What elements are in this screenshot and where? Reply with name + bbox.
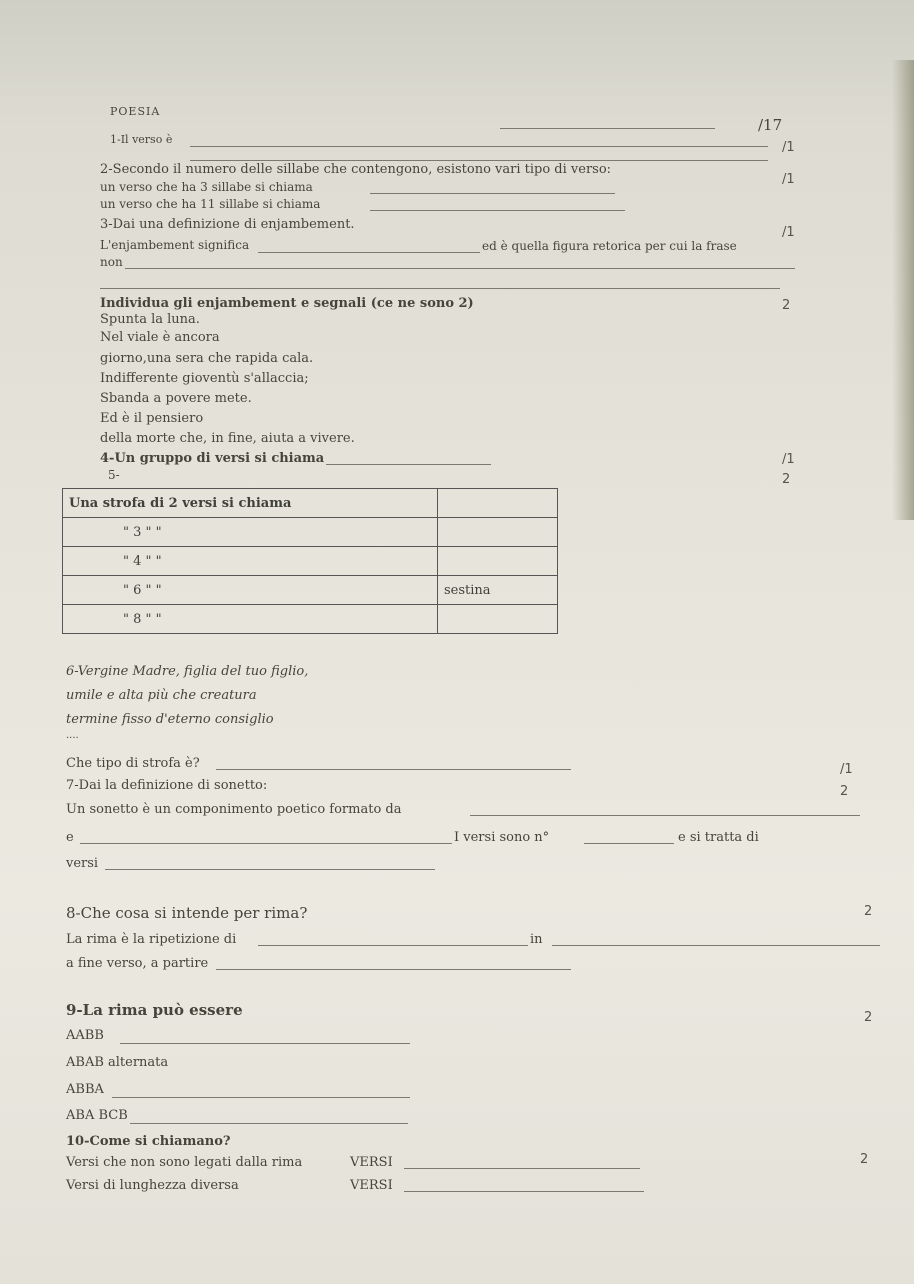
q6-answer-line[interactable] xyxy=(216,769,571,770)
poem-line-6: Ed è il pensiero xyxy=(100,411,204,426)
poem-line-5: Sbanda a povere mete. xyxy=(100,391,252,406)
q8-text: 8-Che cosa si intende per rima? xyxy=(66,904,308,922)
page-edge-shadow xyxy=(892,60,914,520)
q3-answer-line-3[interactable] xyxy=(100,288,780,289)
table-row xyxy=(63,547,558,576)
q7-text: 7-Dai la definizione di sonetto: xyxy=(66,778,268,793)
table-cell: Una strofa di 2 versi si chiama xyxy=(63,489,438,518)
q8-line1-start: La rima è la ripetizione di xyxy=(66,932,237,947)
q10-row1-right: VERSI xyxy=(350,1155,393,1170)
q8-line1-mid: in xyxy=(530,932,543,947)
q9-answer-line-1[interactable] xyxy=(120,1043,410,1044)
q7-line1: Un sonetto è un componimento poetico formato da xyxy=(66,802,402,817)
q1-points: /1 xyxy=(782,140,795,155)
q3-points: /1 xyxy=(782,225,795,240)
q10-points: 2 xyxy=(860,1152,869,1167)
q9-item-3: ABBA xyxy=(66,1082,104,1097)
q3-text: 3-Dai una definizione di enjambement. xyxy=(100,217,355,232)
q6-points: /1 xyxy=(840,762,853,777)
q6-question: Che tipo di strofa è? xyxy=(66,756,200,771)
q4-points: /1 xyxy=(782,452,795,467)
poem-line-2: Nel viale è ancora xyxy=(100,330,220,345)
q9-item-4: ABA BCB xyxy=(66,1108,128,1123)
table-cell: " 8 " " xyxy=(63,605,438,634)
q2-answer-line-1[interactable] xyxy=(370,193,615,194)
q10-text: 10-Come si chiamano? xyxy=(66,1134,231,1149)
q10-row1-left: Versi che non sono legati dalla rima xyxy=(66,1155,303,1170)
q10-row2-right: VERSI xyxy=(350,1178,393,1193)
table-cell: " 3 " " xyxy=(63,518,438,547)
q4-text: 4-Un gruppo di versi si chiama xyxy=(100,451,325,466)
q8-answer-line-1[interactable] xyxy=(258,945,528,946)
table-answer-cell[interactable] xyxy=(438,605,558,634)
q8-answer-line-2[interactable] xyxy=(552,945,880,946)
q7-line3: versi xyxy=(66,856,99,871)
q7-line2-start: e xyxy=(66,830,74,845)
q10-row2-left: Versi di lunghezza diversa xyxy=(66,1178,239,1193)
table-row xyxy=(63,605,558,634)
enjambement-question: Individua gli enjambement e segnali (ce ne sono 2) xyxy=(100,296,474,311)
q7-points: 2 xyxy=(840,784,849,799)
q8-answer-line-3[interactable] xyxy=(216,969,571,970)
poem-line-1: Spunta la luna. xyxy=(100,312,200,327)
q2-text: 2-Secondo il numero delle sillabe che contengono, esistono vari tipo di verso: xyxy=(100,162,612,177)
q3-line1-end: ed è quella figura retorica per cui la frase xyxy=(482,239,737,253)
q1-text: 1-Il verso è xyxy=(110,133,173,146)
table-answer-cell[interactable]: sestina xyxy=(438,576,558,605)
q2-answer-line-2[interactable] xyxy=(370,210,625,211)
q7-answer-line-3[interactable] xyxy=(584,843,674,844)
total-score: /17 xyxy=(758,116,783,134)
q9-item-2: ABAB alternata xyxy=(66,1055,169,1070)
q7-answer-line-2[interactable] xyxy=(80,843,452,844)
name-line xyxy=(500,128,715,129)
strophe-table xyxy=(62,488,558,634)
poem-line-7: della morte che, in fine, aiuta a vivere. xyxy=(100,431,355,446)
worksheet-title: POESIA xyxy=(110,105,161,118)
q8-points: 2 xyxy=(864,904,873,919)
q9-text: 9-La rima può essere xyxy=(66,1001,243,1019)
q9-points: 2 xyxy=(864,1010,873,1025)
q3-line2-start: non xyxy=(100,255,123,269)
q6-verse-1: 6-Vergine Madre, figlia del tuo figlio, xyxy=(66,664,309,679)
table-answer-cell[interactable] xyxy=(438,518,558,547)
table-answer-cell[interactable] xyxy=(438,547,558,576)
q9-answer-line-3[interactable] xyxy=(112,1097,410,1098)
poem-line-4: Indifferente gioventù s'allaccia; xyxy=(100,371,309,386)
table-row xyxy=(63,489,558,518)
table-answer-cell[interactable] xyxy=(438,489,558,518)
q7-answer-line-1[interactable] xyxy=(470,815,860,816)
q3-answer-line-2[interactable] xyxy=(125,268,795,269)
q1-answer-line[interactable] xyxy=(190,146,768,147)
poem-line-3: giorno,una sera che rapida cala. xyxy=(100,351,314,366)
q9-item-1: AABB xyxy=(66,1028,104,1043)
q3-line1-start: L'enjambement significa xyxy=(100,238,250,252)
q5-points: 2 xyxy=(782,472,791,487)
q2-item-1: un verso che ha 3 sillabe si chiama xyxy=(100,180,313,194)
table-row xyxy=(63,518,558,547)
q2-points: /1 xyxy=(782,172,795,187)
q7-line2-mid: I versi sono n° xyxy=(454,830,550,845)
q7-line2-end: e si tratta di xyxy=(678,830,759,845)
q8-line2: a fine verso, a partire xyxy=(66,956,209,971)
table-row xyxy=(63,576,558,605)
q10-answer-line-2[interactable] xyxy=(404,1191,644,1192)
table-cell: " 6 " " xyxy=(63,576,438,605)
q7-answer-line-4[interactable] xyxy=(105,869,435,870)
q5-label: 5- xyxy=(108,468,120,482)
q6-dots: .... xyxy=(66,730,79,741)
enjambement-points: 2 xyxy=(782,298,791,313)
q4-answer-line[interactable] xyxy=(326,464,491,465)
q1-answer-line-2[interactable] xyxy=(190,160,768,161)
q6-verse-2: umile e alta più che creatura xyxy=(66,688,257,703)
q3-answer-line-1[interactable] xyxy=(258,252,480,253)
table-cell: " 4 " " xyxy=(63,547,438,576)
q6-verse-3: termine fisso d'eterno consiglio xyxy=(66,712,274,727)
q9-answer-line-4[interactable] xyxy=(130,1123,408,1124)
q10-answer-line-1[interactable] xyxy=(404,1168,640,1169)
q2-item-2: un verso che ha 11 sillabe si chiama xyxy=(100,197,321,211)
